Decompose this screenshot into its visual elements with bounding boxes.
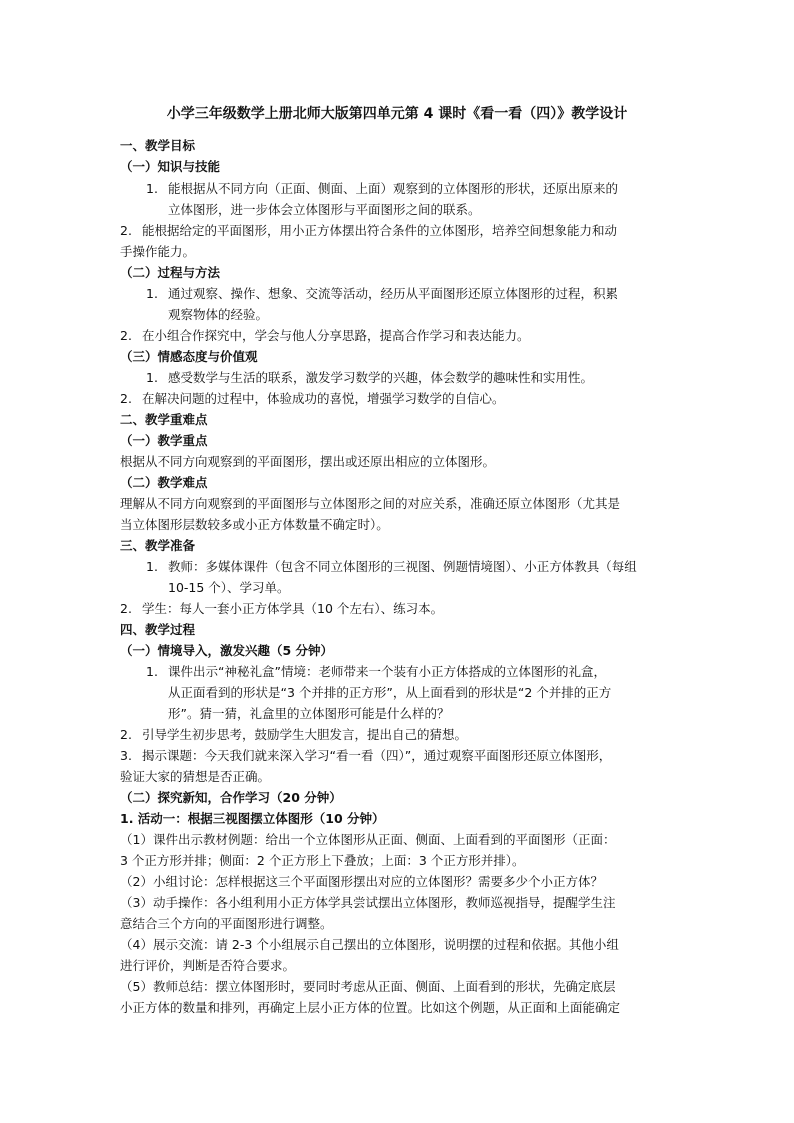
line-text: 观察物体的经验。 xyxy=(168,307,269,322)
line-text: （二）探究新知，合作学习（20 分钟） xyxy=(120,790,342,805)
line-text: （二）过程与方法 xyxy=(120,265,221,280)
section-heading xyxy=(120,264,220,282)
text-line xyxy=(120,747,611,765)
text-line xyxy=(120,999,620,1017)
list-number: 2. xyxy=(120,601,132,616)
section-heading xyxy=(120,474,208,492)
list-number: 2. xyxy=(120,727,132,742)
line-text: 意结合三个方向的平面图形进行调整。 xyxy=(120,916,333,931)
line-text: 1. 活动一：根据三视图摆立体图形（10 分钟） xyxy=(120,811,385,826)
line-text: （三）情感态度与价值观 xyxy=(120,349,258,364)
list-number: 2. xyxy=(120,391,132,406)
line-text: 一、教学目标 xyxy=(120,138,196,153)
text-line xyxy=(120,495,620,513)
line-text: 通过观察、操作、想象、交流等活动，经历从平面图形还原立体图形的过程，积累 xyxy=(168,286,619,301)
line-text: （2）小组讨论：怎样根据这三个平面图形摆出对应的立体图形？需要多少个小正方体？ xyxy=(120,874,603,889)
text-line xyxy=(120,453,495,471)
section-heading xyxy=(120,789,342,807)
section-heading xyxy=(120,537,195,555)
list-number: 1. xyxy=(146,664,158,679)
line-text: 能根据从不同方向（正面、侧面、上面）观察到的立体图形的形状，还原出原来的 xyxy=(168,181,619,196)
text-line xyxy=(146,663,606,681)
line-text: 三、教学准备 xyxy=(120,538,196,553)
line-text: （5）教师总结：摆立体图形时，要同时考虑从正面、侧面、上面看到的形状，先确定底层 xyxy=(120,979,616,994)
line-text: （一）教学重点 xyxy=(120,433,208,448)
section-heading xyxy=(120,158,220,176)
line-text: 立体图形，进一步体会立体图形与平面图形之间的联系。 xyxy=(168,202,481,217)
line-text: 从正面看到的形状是“3 个并排的正方形”，从上面看到的形状是“2 个并排的正方 xyxy=(168,685,612,700)
list-number: 2. xyxy=(120,328,132,343)
list-number: 2. xyxy=(120,223,132,238)
section-heading xyxy=(120,621,195,639)
text-line xyxy=(146,369,593,387)
list-number: 1. xyxy=(146,370,158,385)
text-line xyxy=(120,978,615,996)
text-line xyxy=(168,684,611,702)
line-text: 在小组合作探究中，学会与他人分享思路，提高合作学习和表达能力。 xyxy=(142,328,530,343)
line-text: 四、教学过程 xyxy=(120,622,196,637)
text-line xyxy=(120,915,333,933)
line-text: 当立体图形层数较多或小正方体数量不确定时）。 xyxy=(120,517,389,532)
text-line xyxy=(146,180,618,198)
line-text: 根据从不同方向观察到的平面图形，摆出或还原出相应的立体图形。 xyxy=(120,454,496,469)
list-number: 1. xyxy=(146,559,158,574)
text-line xyxy=(120,894,615,912)
text-line xyxy=(120,873,603,891)
text-line xyxy=(120,726,467,744)
text-line xyxy=(120,936,619,954)
section-heading xyxy=(120,810,385,828)
line-text: 二、教学重难点 xyxy=(120,412,208,427)
text-line xyxy=(168,306,268,324)
document-title: 小学三年级数学上册北师大版第四单元第 4 课时《看一看（四）》教学设计 xyxy=(166,106,628,122)
line-text: 10-15 个）、学习单。 xyxy=(168,580,290,595)
text-line xyxy=(120,327,530,345)
section-heading xyxy=(120,411,208,429)
section-heading xyxy=(120,642,333,660)
list-number: 3. xyxy=(120,748,132,763)
text-line xyxy=(146,558,637,576)
text-line xyxy=(168,579,290,597)
text-line xyxy=(168,201,481,219)
line-text: 在解决问题的过程中，体验成功的喜悦，增强学习数学的自信心。 xyxy=(142,391,505,406)
line-text: 揭示课题：今天我们就来深入学习“看一看（四）”，通过观察平面图形还原立体图形， xyxy=(142,748,612,763)
text-line xyxy=(120,600,443,618)
line-text: 学生：每人一套小正方体学具（10 个左右）、练习本。 xyxy=(142,601,444,616)
line-text: 教师：多媒体课件（包含不同立体图形的三视图、例题情境图）、小正方体教具（每组 xyxy=(168,559,637,574)
line-text: （3）动手操作：各小组利用小正方体学具尝试摆出立体图形，教师巡视指导，提醒学生注 xyxy=(120,895,616,910)
line-text: 小正方体的数量和排列，再确定上层小正方体的位置。比如这个例题，从正面和上面能确定 xyxy=(120,1000,621,1015)
line-text: （二）教学难点 xyxy=(120,475,208,490)
text-line xyxy=(120,222,617,240)
text-line xyxy=(120,390,505,408)
line-text: 感受数学与生活的联系，激发学习数学的兴趣，体会数学的趣味性和实用性。 xyxy=(168,370,594,385)
line-text: （一）情境导入，激发兴趣（5 分钟） xyxy=(120,643,334,658)
line-text: 形”。猜一猜，礼盒里的立体图形可能是什么样的？ xyxy=(168,706,450,721)
text-line xyxy=(120,852,525,870)
text-line xyxy=(120,957,295,975)
line-text: 手操作能力。 xyxy=(120,244,196,259)
section-heading xyxy=(120,137,195,155)
line-text: 进行评价，判断是否符合要求。 xyxy=(120,958,296,973)
line-text: 3 个正方形并排；侧面：2 个正方形上下叠放；上面：3 个正方形并排）。 xyxy=(120,853,525,868)
text-line xyxy=(120,831,615,849)
line-text: 引导学生初步思考，鼓励学生大胆发言，提出自己的猜想。 xyxy=(142,727,468,742)
section-heading xyxy=(120,348,258,366)
list-number: 1. xyxy=(146,286,158,301)
text-line xyxy=(120,516,389,534)
line-text: （一）知识与技能 xyxy=(120,159,221,174)
line-text: （1）课件出示教材例题：给出一个立体图形从正面、侧面、上面看到的平面图形（正面： xyxy=(120,832,616,847)
section-heading xyxy=(120,432,208,450)
text-line xyxy=(146,285,618,303)
line-text: 课件出示“神秘礼盒”情境：老师带来一个装有小正方体搭成的立体图形的礼盒， xyxy=(168,664,606,679)
line-text: 能根据给定的平面图形，用小正方体摆出符合条件的立体图形，培养空间想象能力和动 xyxy=(142,223,618,238)
line-text: 验证大家的猜想是否正确。 xyxy=(120,769,271,784)
text-line xyxy=(120,768,270,786)
line-text: （4）展示交流：请 2-3 个小组展示自己摆出的立体图形，说明摆的过程和依据。其他小组 xyxy=(120,937,619,952)
line-text: 理解从不同方向观察到的平面图形与立体图形之间的对应关系，准确还原立体图形（尤其是 xyxy=(120,496,621,511)
text-line xyxy=(168,705,449,723)
text-line xyxy=(120,243,195,261)
list-number: 1. xyxy=(146,181,158,196)
